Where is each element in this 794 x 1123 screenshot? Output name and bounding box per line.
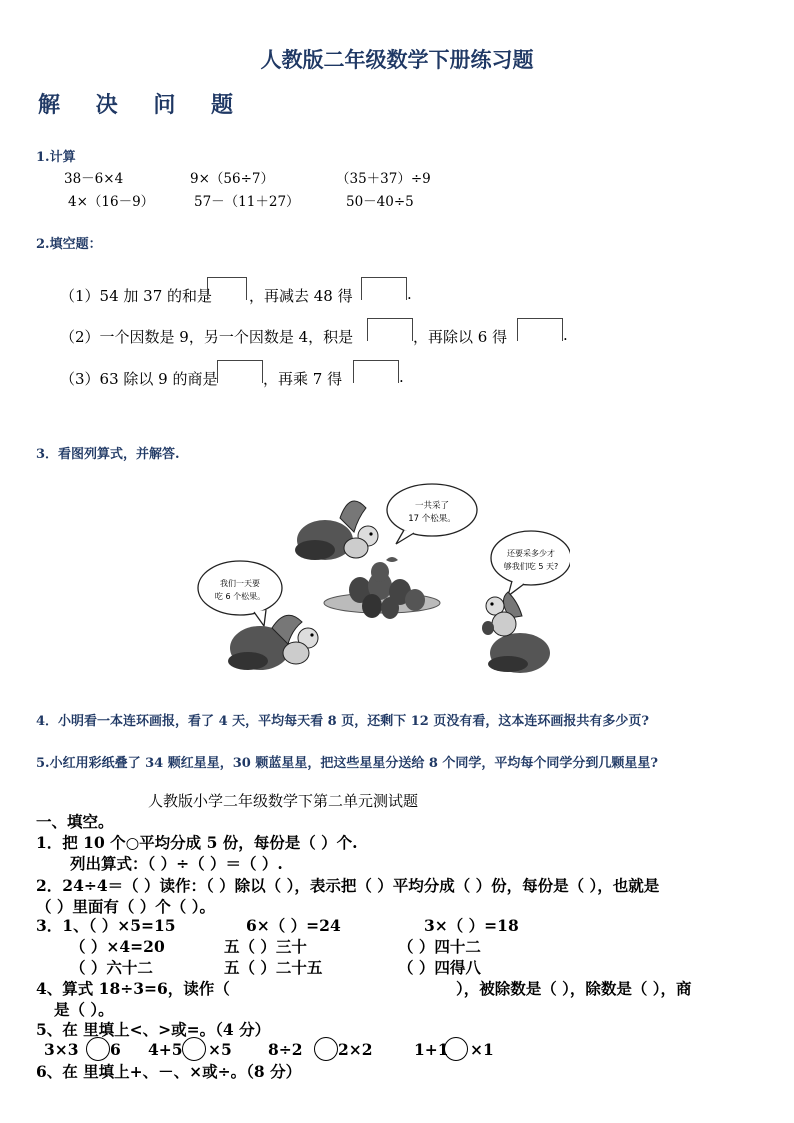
compare-circle[interactable] [86, 1037, 110, 1061]
test-line: （ ）×4=20 [70, 937, 165, 956]
test-line: 是（ ）。 [54, 1000, 114, 1019]
calc-expression: 38－6×4 [64, 171, 124, 187]
section-heading: 解 决 问 题 [38, 92, 247, 118]
calc-expression: 4×（16－9） [68, 194, 155, 210]
answer-box[interactable] [367, 318, 413, 341]
test-line: （ ）六十二 [70, 958, 153, 977]
compare-expr: 8÷2 [268, 1040, 303, 1059]
test-title: 人教版小学二年级数学下第二单元测试题 [148, 792, 419, 810]
q1-label: 1.计算 [36, 150, 76, 165]
q4-text: 4．小明看一本连环画报，看了 4 天，平均每天看 8 页，还剩下 12 页没有看，这本连环画报共有多少页? [36, 714, 650, 729]
answer-box[interactable] [217, 360, 263, 383]
speech-bubble-top [387, 484, 477, 544]
fill-text: （3）63 除以 9 的商是 [60, 370, 218, 388]
fill-text: ，再乘 7 得 [263, 370, 343, 388]
squirrel-top [295, 501, 378, 560]
compare-expr: ×5 [208, 1040, 232, 1059]
test-line: 1．把 10 个○平均分成 5 份，每份是（ ）个. [36, 833, 358, 852]
fill-text: ，再除以 6 得 [413, 328, 508, 346]
bubble-text: 还要采多少才 [507, 549, 555, 558]
calc-expression: 57－（11＋27） [194, 194, 300, 210]
bubble-text: 17 个松果。 [408, 514, 456, 524]
speech-bubble-right [491, 531, 570, 596]
compare-expr: 1+1 [414, 1040, 449, 1059]
pine-cones-plate [324, 557, 440, 619]
squirrel-left [228, 615, 318, 670]
test-line: 五（ ）三十 [224, 937, 307, 956]
q2-label: 2.填空题： [36, 237, 102, 252]
answer-box[interactable] [353, 360, 399, 383]
bubble-text: 我们一天要 [220, 579, 260, 588]
calc-expression: 9×（56÷7） [190, 171, 274, 187]
test-line: 6、在 里填上+、－、×或÷。（8 分） [36, 1062, 302, 1081]
answer-box[interactable] [207, 277, 247, 300]
fill-text: ，再减去 48 得 [249, 287, 353, 305]
bubble-text: 够我们吃 5 天? [503, 562, 559, 571]
test-line: 5、在 里填上<、>或=。（4 分） [36, 1020, 271, 1039]
calc-expression: 50－40÷5 [346, 194, 414, 210]
test-line: 2．24÷4＝（ ）读作：（ ）除以（ ），表示把（ ）平均分成（ ）份，每份是（ ），也就是 [36, 876, 660, 895]
test-line: 3×（ ）=18 [424, 916, 519, 935]
part-heading: 一、填空。 [36, 812, 114, 831]
test-line: ），被除数是（ ），除数是（ ），商 [456, 979, 692, 998]
fill-text: . [563, 326, 568, 344]
test-line: （ ）四得八 [398, 958, 481, 977]
fill-text: . [407, 285, 412, 303]
test-line: 6×（ ）=24 [246, 916, 341, 935]
bubble-text: 一共采了 [414, 501, 450, 511]
q5-text: 5.小红用彩纸叠了 34 颗红星星，30 颗蓝星星，把这些星星分送给 8 个同学，平均每个同学分到几颗星星? [36, 756, 659, 771]
fill-text: （1）54 加 37 的和是 [60, 287, 213, 305]
compare-circle[interactable] [182, 1037, 206, 1061]
test-line: （ ）里面有（ ）个（ ）。 [36, 897, 215, 916]
speech-bubble-left [198, 561, 282, 626]
compare-expr: 2×2 [338, 1040, 373, 1059]
test-line: 4、算式 18÷3=6，读作（ [36, 979, 230, 998]
compare-expr: 4+5 [148, 1040, 183, 1059]
answer-box[interactable] [361, 277, 407, 300]
compare-expr: ×1 [470, 1040, 494, 1059]
fill-text: . [399, 368, 404, 386]
test-line: 列出算式：（ ）÷（ ）＝（ ）. [70, 854, 283, 873]
test-line: （ ）四十二 [398, 937, 481, 956]
page-title: 人教版二年级数学下册练习题 [260, 47, 534, 72]
squirrel-illustration [190, 478, 570, 680]
test-line: 五（ ）二十五 [224, 958, 323, 977]
compare-circle[interactable] [444, 1037, 468, 1061]
fill-text: （2）一个因数是 9，另一个因数是 4，积是 [60, 328, 354, 346]
test-line: 3．1、（ ）×5=15 [36, 916, 176, 935]
compare-expr: 6 [110, 1040, 121, 1059]
q3-label: 3．看图列算式，并解答. [36, 447, 180, 462]
compare-expr: 3×3 [44, 1040, 79, 1059]
compare-circle[interactable] [314, 1037, 338, 1061]
bubble-text: 吃 6 个松果。 [214, 592, 266, 601]
calc-expression: （35＋37）÷9 [336, 171, 431, 187]
answer-box[interactable] [517, 318, 563, 341]
squirrel-right [482, 592, 550, 673]
